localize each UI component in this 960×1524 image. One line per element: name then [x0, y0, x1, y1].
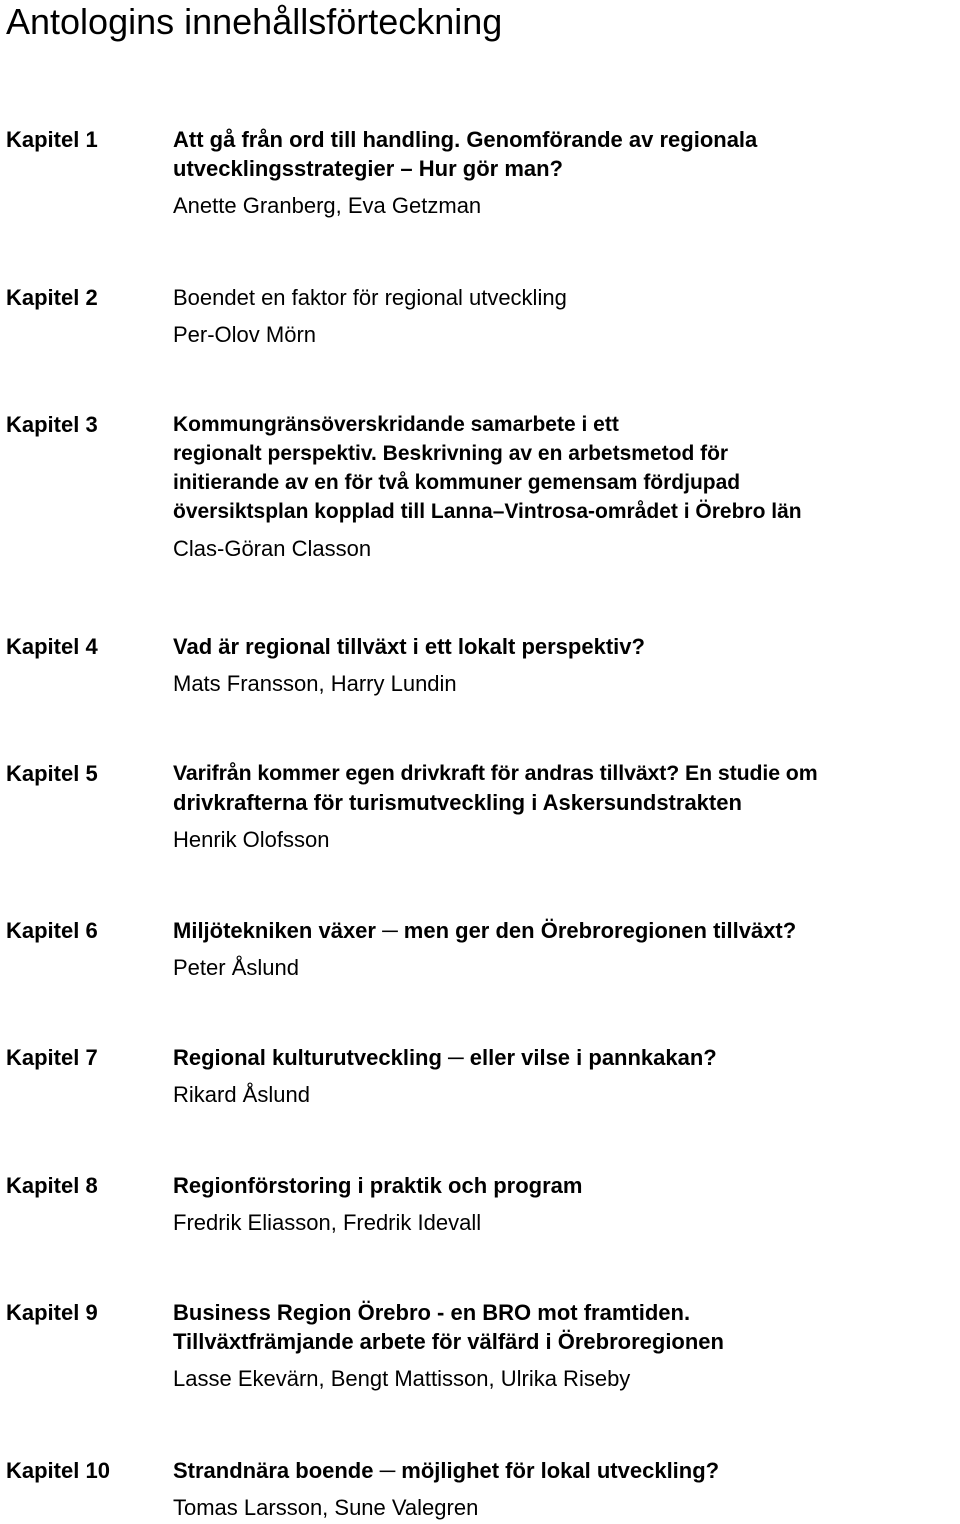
- chapter-label: Kapitel 1: [6, 127, 98, 152]
- chapter-label: Kapitel 7: [6, 1045, 98, 1070]
- chapter-authors: Peter Åslund: [173, 955, 299, 980]
- chapter-title-line: regionalt perspektiv. Beskrivning av en arbetsmetod för: [173, 442, 729, 465]
- chapter-body: [173, 1043, 960, 1109]
- chapter-authors: Fredrik Eliasson, Fredrik Idevall: [173, 1210, 482, 1235]
- chapter-authors: Tomas Larsson, Sune Valegren: [173, 1495, 479, 1520]
- chapter-title-line: Tillväxtfrämjande arbete för välfärd i Örebroregionen: [173, 1329, 724, 1354]
- chapter-body: [173, 1298, 960, 1393]
- chapter-authors: Anette Granberg, Eva Getzman: [173, 193, 482, 218]
- chapter-authors: Clas-Göran Classon: [173, 536, 372, 561]
- chapter-body: [173, 1171, 960, 1237]
- chapter-authors: Mats Fransson, Harry Lundin: [173, 671, 457, 696]
- chapter-body: [173, 632, 960, 698]
- chapter-body: [173, 1456, 960, 1522]
- chapter-label: Kapitel 4: [6, 634, 98, 659]
- chapter-body: [173, 283, 960, 349]
- chapter-authors: Per-Olov Mörn: [173, 322, 317, 347]
- chapter-body: [173, 410, 960, 563]
- chapter-title-line: Vad är regional tillväxt i ett lokalt perspektiv?: [173, 634, 645, 659]
- chapter-title-line: Miljötekniken växer ─ men ger den Örebroregionen tillväxt?: [173, 918, 797, 943]
- chapter-title-line: Varifrån kommer egen drivkraft för andras tillväxt? En studie om: [173, 761, 818, 785]
- chapter-title-line: drivkrafterna för turismutveckling i Askersundstrakten: [173, 790, 742, 815]
- chapter-title-line: Boendet en faktor för regional utveckling: [173, 285, 567, 310]
- page-title: Antologins innehållsförteckning: [6, 1, 503, 42]
- chapter-label: Kapitel 3: [6, 412, 98, 437]
- chapter-body: [173, 125, 960, 220]
- chapter-authors: Rikard Åslund: [173, 1082, 310, 1107]
- chapter-title-line: Business Region Örebro - en BRO mot framtiden.: [173, 1300, 691, 1325]
- chapter-body: [173, 916, 960, 982]
- chapter-authors: Henrik Olofsson: [173, 827, 330, 852]
- chapter-label: Kapitel 10: [6, 1458, 110, 1483]
- chapter-authors: Lasse Ekevärn, Bengt Mattisson, Ulrika Riseby: [173, 1366, 631, 1391]
- chapter-title-line: Regional kulturutveckling ─ eller vilse i pannkakan?: [173, 1045, 717, 1070]
- chapter-label: Kapitel 8: [6, 1173, 98, 1198]
- chapter-title-line: utvecklingsstrategier – Hur gör man?: [173, 156, 563, 181]
- chapter-title-line: Regionförstoring i praktik och program: [173, 1173, 583, 1198]
- chapter-label: Kapitel 2: [6, 285, 98, 310]
- chapter-body: [173, 759, 960, 854]
- chapter-title-line: översiktsplan kopplad till Lanna–Vintrosa-området i Örebro län: [173, 500, 802, 523]
- chapter-title-line: Strandnära boende ─ möjlighet för lokal utveckling?: [173, 1458, 720, 1483]
- chapter-title-line: Kommungränsöverskridande samarbete i ett: [173, 413, 619, 436]
- chapter-label: Kapitel 6: [6, 918, 98, 943]
- chapter-title-line: initierande av en för två kommuner gemensam fördjupad: [173, 471, 741, 494]
- chapter-title-line: Att gå från ord till handling. Genomförande av regionala: [173, 127, 758, 152]
- chapter-label: Kapitel 5: [6, 761, 98, 786]
- chapter-label: Kapitel 9: [6, 1300, 98, 1325]
